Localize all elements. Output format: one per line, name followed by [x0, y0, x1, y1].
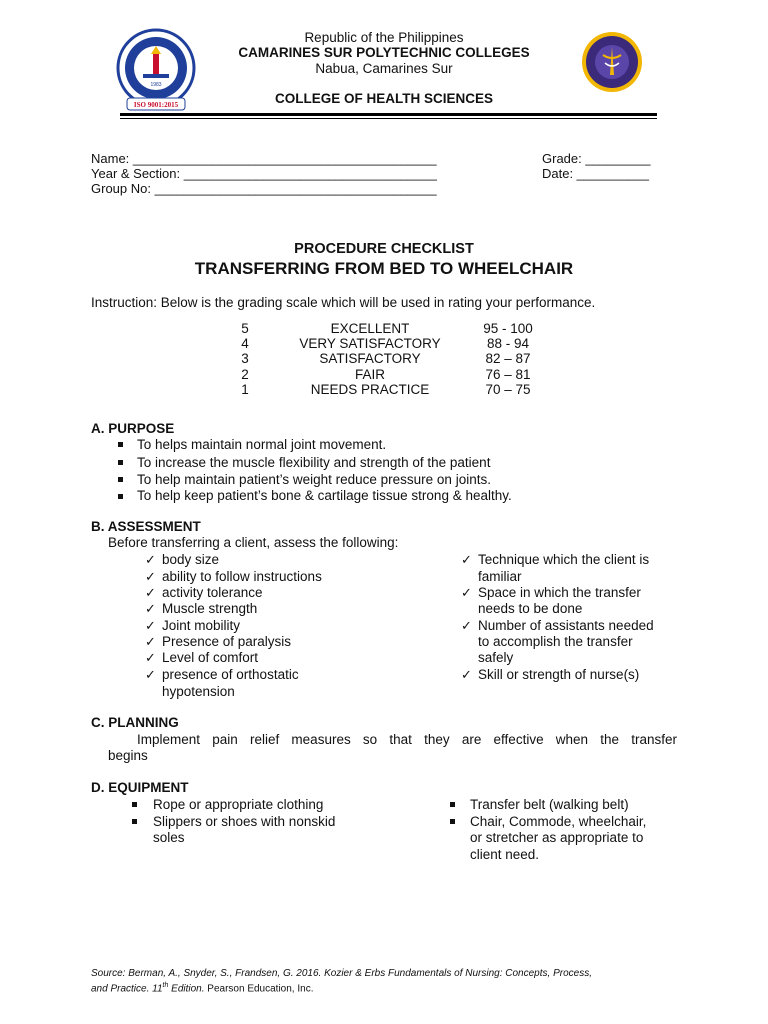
square-bullet-icon — [118, 460, 123, 465]
group-no-field[interactable]: Group No: _______________________________________ — [91, 181, 437, 196]
assessment-item: Skill or strength of nurse(s) — [478, 667, 640, 682]
scale-score: 4 — [241, 336, 249, 351]
scale-range: 88 - 94 — [486, 336, 530, 351]
republic-line: Republic of the Philippines — [304, 30, 464, 45]
assessment-item-continued: to accomplish the transfer — [478, 634, 633, 649]
checkmark-icon: ✓ — [145, 569, 156, 584]
assessment-item: ability to follow instructions — [162, 569, 322, 584]
square-bullet-icon — [450, 819, 455, 824]
planning-heading: C. PLANNING — [91, 715, 179, 730]
equipment-item-continued: client need. — [470, 847, 540, 862]
assessment-item: Level of comfort — [162, 650, 259, 665]
equipment-item: Chair, Commode, wheelchair, — [470, 814, 647, 829]
checkmark-icon: ✓ — [461, 552, 472, 567]
assessment-item: Space in which the transfer — [478, 585, 641, 600]
purpose-item: To helps maintain normal joint movement. — [137, 437, 387, 452]
college-name: CAMARINES SUR POLYTECHNIC COLLEGES — [238, 45, 530, 60]
assessment-item: Technique which the client is — [478, 552, 650, 567]
equipment-heading: D. EQUIPMENT — [91, 780, 189, 795]
assessment-item-continued: hypotension — [162, 684, 235, 699]
assessment-item: Presence of paralysis — [162, 634, 292, 649]
town-line: Nabua, Camarines Sur — [315, 61, 453, 76]
checkmark-icon: ✓ — [461, 667, 472, 682]
citation-edition: Edition. — [168, 983, 205, 995]
checklist-title: PROCEDURE CHECKLIST — [294, 241, 474, 257]
square-bullet-icon — [132, 802, 137, 807]
assessment-item: body size — [162, 552, 220, 567]
procedure-title: TRANSFERRING FROM BED TO WHEELCHAIR — [194, 259, 574, 278]
citation-publisher: Pearson Education, Inc. — [204, 983, 314, 995]
equipment-item: Rope or appropriate clothing — [153, 797, 324, 812]
purpose-item: To help keep patient’s bone & cartilage tissue strong & healthy. — [137, 488, 512, 503]
scale-label: EXCELLENT — [330, 321, 410, 336]
checkmark-icon: ✓ — [145, 601, 156, 616]
assessment-heading: B. ASSESSMENT — [91, 519, 201, 534]
scale-range: 76 – 81 — [485, 367, 531, 382]
scale-label: NEEDS PRACTICE — [310, 382, 430, 397]
checkmark-icon: ✓ — [145, 634, 156, 649]
assessment-item: presence of orthostatic — [162, 667, 299, 682]
equipment-item: Transfer belt (walking belt) — [470, 797, 629, 812]
checkmark-icon: ✓ — [461, 585, 472, 600]
scale-label: FAIR — [354, 367, 385, 382]
square-bullet-icon — [118, 494, 123, 499]
assessment-item-continued: safely — [478, 650, 514, 665]
square-bullet-icon — [450, 802, 455, 807]
square-bullet-icon — [118, 477, 123, 482]
equipment-item-continued: soles — [153, 830, 185, 845]
year-section-field[interactable]: Year & Section: ___________________________________ — [91, 166, 437, 181]
department-name: COLLEGE OF HEALTH SCIENCES — [274, 91, 493, 106]
header-rule-thick — [120, 113, 657, 116]
citation-line-1: Source: Berman, A., Snyder, S., Frandsen, G. 2016. Kozier & Erbs Fundamentals of Nursing: Concepts, Process, — [91, 968, 592, 979]
citation-superscript: th — [162, 982, 169, 989]
checkmark-icon: ✓ — [145, 585, 156, 600]
assessment-item-continued: needs to be done — [478, 601, 583, 616]
scale-label: VERY SATISFACTORY — [299, 336, 441, 351]
checkmark-icon: ✓ — [145, 552, 156, 567]
instruction-text: Instruction: Below is the grading scale which will be used in rating your performance. — [91, 295, 596, 310]
assessment-item: Joint mobility — [162, 618, 241, 633]
square-bullet-icon — [132, 819, 137, 824]
grade-field[interactable]: Grade: _________ — [542, 151, 651, 166]
equipment-item: Slippers or shoes with nonskid — [153, 814, 336, 829]
source-citation — [91, 968, 691, 995]
name-field[interactable]: Name: __________________________________________ — [91, 151, 437, 166]
scale-score: 5 — [241, 321, 249, 336]
header-rule-thin — [120, 118, 657, 119]
citation-line-2: and Practice. 11 — [91, 983, 163, 995]
checkmark-icon: ✓ — [461, 618, 472, 633]
scale-range: 95 - 100 — [483, 321, 533, 336]
assessment-item: Number of assistants needed — [478, 618, 654, 633]
scale-label: SATISFACTORY — [319, 351, 421, 366]
scale-range: 82 – 87 — [485, 351, 531, 366]
scale-range: 70 – 75 — [485, 382, 531, 397]
assessment-intro: Before transferring a client, assess the following: — [108, 535, 399, 550]
assessment-item: Muscle strength — [162, 601, 258, 616]
logo-year: 1983 — [150, 82, 162, 88]
purpose-item: To increase the muscle flexibility and strength of the patient — [137, 455, 491, 470]
iso-badge: ISO 9001:2015 — [133, 101, 179, 109]
scale-score: 2 — [241, 367, 249, 382]
assessment-item: activity tolerance — [162, 585, 263, 600]
purpose-heading: A. PURPOSE — [91, 421, 175, 436]
checkmark-icon: ✓ — [145, 667, 156, 682]
planning-text: Implement pain relief measures so that they are effective when the transfer — [137, 732, 677, 747]
planning-text-continued: begins — [108, 748, 148, 763]
checkmark-icon: ✓ — [145, 650, 156, 665]
square-bullet-icon — [118, 442, 123, 447]
scale-score: 1 — [241, 382, 249, 397]
purpose-item: To help maintain patient’s weight reduce pressure on joints. — [137, 472, 491, 487]
equipment-item-continued: or stretcher as appropriate to — [470, 830, 644, 845]
scale-score: 3 — [241, 351, 249, 366]
assessment-item-continued: familiar — [478, 569, 522, 584]
checkmark-icon: ✓ — [145, 618, 156, 633]
date-field[interactable]: Date: __________ — [542, 166, 649, 181]
